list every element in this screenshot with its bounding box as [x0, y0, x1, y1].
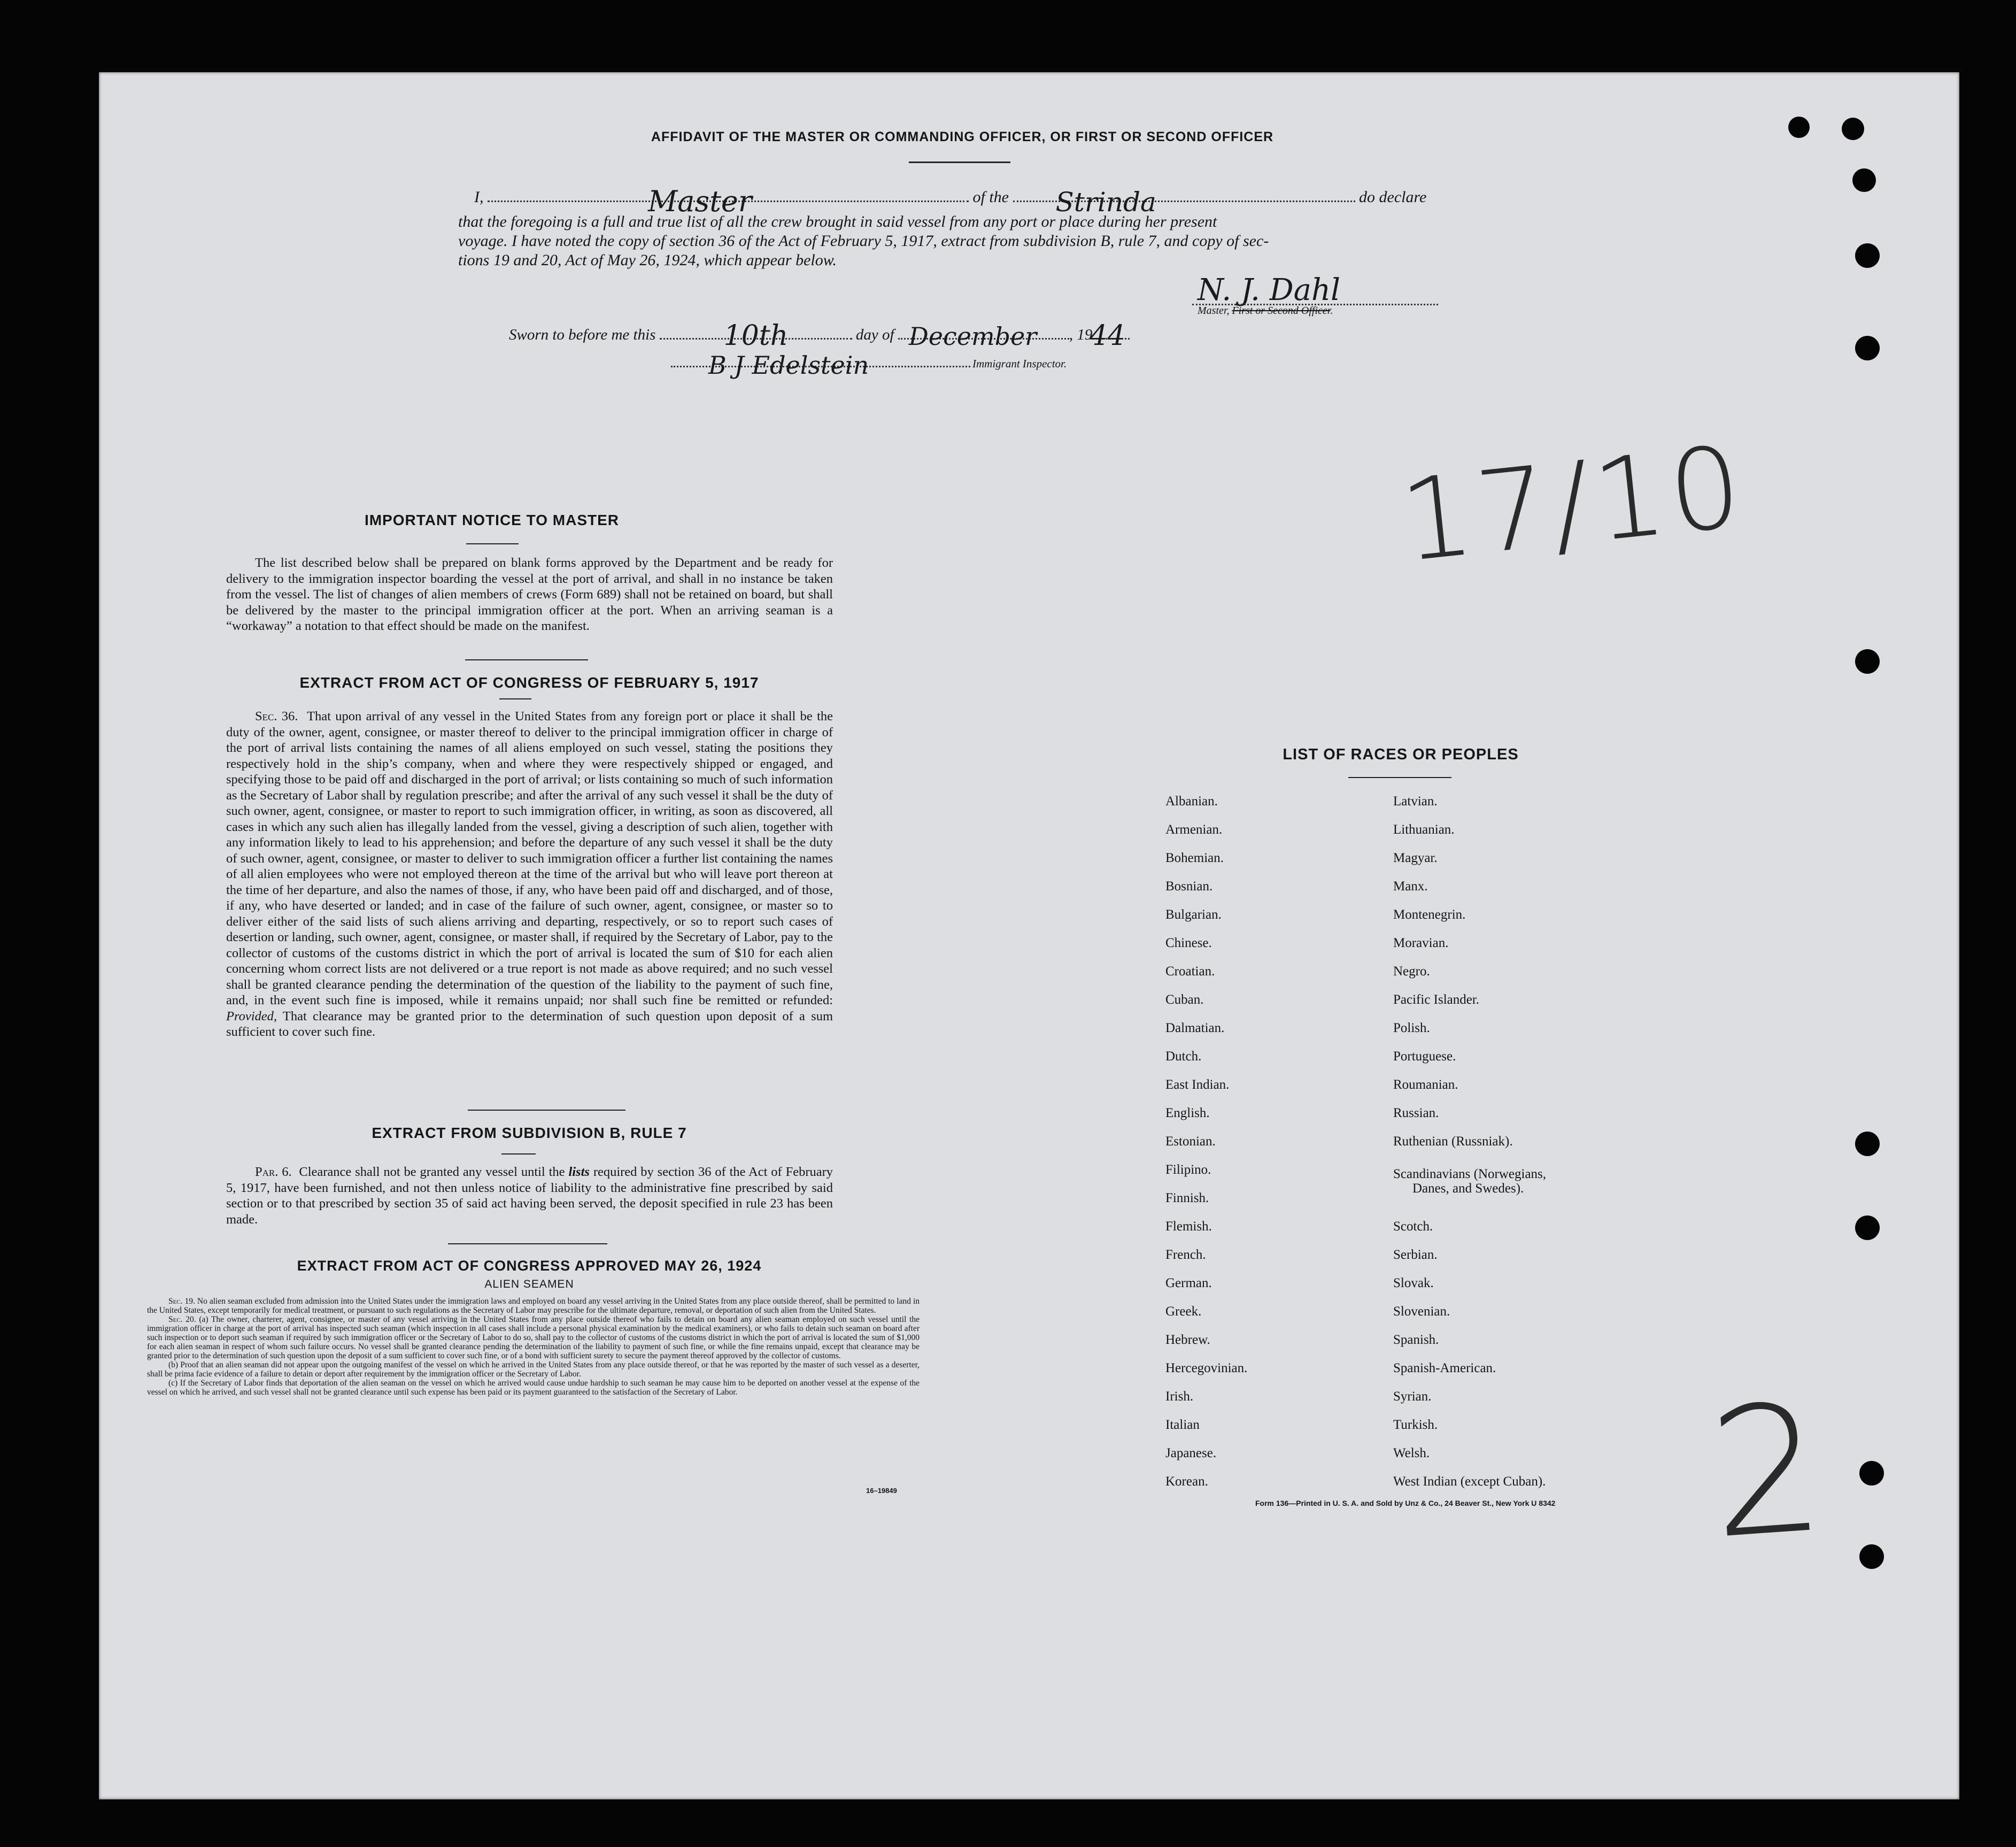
affidavit-line-2: that the foregoing is a full and true list of all the crew brought in said vessel from any port or place during her present: [458, 213, 1217, 230]
subdivision-b-text: Par. 6. Clearance shall not be granted any vessel until the lists required by section 36 of the Act of February 5, 1917, have been furnished, and not then unless notice of liability to the administrative fine prescribed by said section or to that prescribed by section 35 of said act having been served, the deposit specified in rule 23 has been made.: [226, 1165, 833, 1227]
race-item: Italian: [1165, 1418, 1200, 1432]
master-signature: N. J. Dahl: [1198, 273, 1340, 307]
race-item: Finnish.: [1165, 1191, 1209, 1205]
subdivision-b-title: EXTRACT FROM SUBDIVISION B, RULE 7: [372, 1125, 687, 1141]
race-item: Slovenian.: [1393, 1304, 1450, 1319]
race-item: Polish.: [1393, 1021, 1430, 1035]
race-item: Lithuanian.: [1393, 822, 1455, 837]
race-item: Portuguese.: [1393, 1049, 1456, 1064]
race-item-continued: Danes, and Swedes).: [1412, 1181, 1524, 1196]
of-the-label: of the: [972, 188, 1009, 206]
race-item: Bosnian.: [1165, 879, 1213, 894]
section-divider: [465, 659, 588, 660]
subdivision-b-rule: [501, 1153, 536, 1155]
vessel-field: [1013, 187, 1355, 218]
race-item: Hercegovinian.: [1165, 1361, 1248, 1375]
punch-hole: [1852, 168, 1876, 192]
notice-text: The list described below shall be prepared on blank forms approved by the Department and be ready for delivery to the immigration inspector boarding the vessel at the port of arrival, and shall in no instance be taken from the vessel. The list of changes of alien members of crews (Form 689) shall not be retained on board, but shall be delivered by the master to the principal immigration officer at the port. When an arriving seaman is a “workaway” a notation to that effect should be made on the manifest.: [226, 556, 833, 633]
race-item: Ruthenian (Russniak).: [1393, 1134, 1513, 1149]
race-item: West Indian (except Cuban).: [1393, 1474, 1546, 1489]
affidavit-line-4: tions 19 and 20, Act of May 26, 1924, which appear below.: [458, 251, 837, 269]
notice-title: IMPORTANT NOTICE TO MASTER: [364, 512, 620, 528]
punch-hole: [1842, 118, 1864, 140]
caption-struck: First or Second Officer: [1232, 305, 1331, 317]
day-field: [660, 320, 852, 352]
race-item: Moravian.: [1393, 936, 1449, 950]
affidavit-declaration-line: [474, 184, 1427, 218]
race-item: Turkish.: [1393, 1418, 1438, 1432]
race-item: East Indian.: [1165, 1078, 1230, 1092]
rank-handwritten: Master: [648, 184, 752, 218]
inspector-block: [671, 351, 1067, 380]
rank-field: [488, 184, 969, 218]
race-item: Hebrew.: [1165, 1333, 1210, 1347]
signature-caption: Master, First or Second Officer.: [1198, 305, 1333, 317]
race-item: Latvian.: [1393, 794, 1438, 809]
section-divider: [468, 1110, 625, 1111]
race-item: Serbian.: [1393, 1248, 1438, 1262]
races-title: LIST OF RACES OR PEOPLES: [1283, 746, 1519, 763]
race-item: Filipino.: [1165, 1163, 1211, 1177]
race-item: Welsh.: [1393, 1446, 1430, 1460]
races-rule: [1348, 777, 1451, 778]
notice-rule: [466, 543, 519, 544]
punch-hole: [1855, 649, 1880, 674]
page-number-annotation: 2: [1703, 1365, 1830, 1578]
day-of-label: day of: [855, 326, 894, 343]
punch-hole: [1855, 243, 1880, 268]
race-item: Manx.: [1393, 879, 1428, 894]
year-handwritten: 44: [1090, 320, 1125, 352]
race-item: Bohemian.: [1165, 851, 1224, 865]
race-item: German.: [1165, 1276, 1212, 1290]
month-field: [898, 322, 1069, 351]
race-item: Pacific Islander.: [1393, 992, 1480, 1007]
race-item: Magyar.: [1393, 851, 1438, 865]
race-item: Dalmatian.: [1165, 1021, 1225, 1035]
punch-hole: [1788, 117, 1810, 138]
punch-hole: [1859, 1544, 1884, 1569]
punch-hole: [1859, 1461, 1884, 1486]
race-item: Estonian.: [1165, 1134, 1216, 1149]
punch-hole: [1855, 336, 1880, 360]
sworn-line: Sworn to before me this 10th day of December , 19 44: [509, 326, 1130, 344]
act-1924-subtitle: ALIEN SEAMEN: [484, 1278, 574, 1290]
act-1917-rule: [499, 698, 531, 699]
race-item: Bulgarian.: [1165, 907, 1222, 922]
race-item: Cuban.: [1165, 992, 1204, 1007]
caption-master: Master,: [1198, 305, 1230, 317]
title-rule: [909, 161, 1010, 163]
race-item: Russian.: [1393, 1106, 1439, 1120]
race-item: Negro.: [1393, 964, 1430, 979]
race-item: Roumanian.: [1393, 1078, 1458, 1092]
vessel-handwritten: Strinda: [1055, 187, 1156, 218]
race-item: Scandinavians (Norwegians,: [1393, 1167, 1547, 1181]
inspector-field: [671, 351, 970, 380]
race-item: French.: [1165, 1248, 1206, 1262]
punch-hole: [1855, 1215, 1880, 1240]
inspector-signature: B J Edelstein: [708, 351, 869, 380]
crew-count-annotation: 17/10: [1394, 420, 1752, 588]
form-code: 16–19849: [866, 1487, 897, 1495]
race-item: Armenian.: [1165, 822, 1223, 837]
race-item: Croatian.: [1165, 964, 1215, 979]
inspector-caption: Immigrant Inspector.: [972, 357, 1067, 370]
race-item: Chinese.: [1165, 936, 1212, 950]
punch-hole: [1855, 1132, 1880, 1156]
sworn-label: Sworn to before me this: [509, 326, 656, 343]
affidavit-title: AFFIDAVIT OF THE MASTER OR COMMANDING OFFICER, OR FIRST OR SECOND OFFICER: [651, 129, 1274, 144]
race-item: Spanish-American.: [1393, 1361, 1496, 1375]
race-item: Japanese.: [1165, 1446, 1217, 1460]
race-item: Scotch.: [1393, 1219, 1433, 1234]
race-item: Korean.: [1165, 1474, 1208, 1489]
master-signature-block: [1192, 273, 1438, 326]
i-label: I,: [474, 188, 484, 206]
act-1924-text: Sec. 19. No alien seaman excluded from admission into the United States under the immigration laws and employed on board any vessel arriving in the United States from any place outside thereof, shall be permitted to land in the United States, except temporarily for medical treatment, or pursuant to such regulations as the Secretary of Labor may prescribe for the ultimate departure, removal, or deportation of such alien from the United States. Sec. 20. (a) The owner, charterer, agent, consignee, or master of any vessel arriving in the United States from any place outside thereof who fails to detain on board any alien seaman employed on such vessel until the immigration officer in charge at the port of arrival has inspected such seaman (which inspection in all cases shall include a personal physical examination by the medical examiners), or who fails to detain such seaman on board after such inspection or to deport such seaman if required by such immigration officer or the Secretary of Labor to do so, shall pay to the collector of customs of the customs district in which the port of arrival is located the sum of $1,000 for each alien seaman in respect of whom such failure occurs. No vessel shall be granted clearance pending the determination of the liability to payment of such fine, or while the fine remains unpaid, except that clearance may be granted prior to the determination of such question upon the deposit of a sum sufficient to cover such fine, or of a bond with sufficient surety to secure the payment thereof approved by the collector of customs. (b) Proof that an alien seaman did not appear upon the outgoing manifest of the vessel on which he arrived in the United States from any place outside thereof, or that he was reported by the master of such vessel as a deserter, shall be prima facie evidence of a failure to detain or deport after requirement by the immigration officer or the Secretary of Labor. (c) If the Secretary of Labor finds that deportation of the alien seaman on the vessel on which he arrived would cause undue hardship to such seaman he may cause him to be deported on another vessel at the expense of the vessel on which he arrived, and such vessel shall not be granted clearance until such expense has been paid or its payment guaranteed to the satisfaction of the Secretary of Labor.: [147, 1297, 920, 1397]
act-1924-title: EXTRACT FROM ACT OF CONGRESS APPROVED MAY 26, 1924: [297, 1258, 762, 1274]
section-divider: [448, 1243, 607, 1244]
act-1917-text: Sec. 36. That upon arrival of any vessel in the United States from any foreign port or place it shall be the duty of the owner, agent, consignee, or master thereof to deliver to the principal immigration officer in charge of the port of arrival lists containing the names of all aliens employed on such vessel, stating the positions they respectively hold in the ship’s company, when and where they were respectively shipped or engaged, and specifying those to be paid off and discharged in the port of arrival; or lists containing so much of such information as the Secretary of Labor shall by regulation prescribe; and after the arrival of any such vessel it shall be the duty of such owner, agent, consignee, or master to report to such immigration officer, in writing, as soon as discovered, all cases in which any such alien has illegally landed from the vessel, giving a description of such alien, together with any information likely to lead to his apprehension; and before the departure of any such vessel it shall be the duty of such owner, agent, consignee, or master to deliver to such immigration officer a further list containing the names of all alien employees who were not employed thereon at the time of the arrival but who will leave port thereon at the time of her departure, and also the names of those, if any, who have been paid off and discharged, and of those, if any, who have deserted or landed; and in case of the failure of such owner, agent, consignee, or master so to deliver either of the said lists of such aliens arriving and departing, respectively, or so to report such cases of desertion or landing, such owner, agent, consignee, or master shall, if required by the Secretary of Labor, pay to the collector of customs of the customs district in which the port of arrival is located the sum of $10 for each alien concerning whom correct lists are not delivered or a true report is not made as above required; and no such vessel shall be granted clearance pending the determination of the question of the liability to the payment of such fine, and, in the event such fine is imposed, while it remains unpaid; nor shall such fine be remitted or refunded: Provided, That clearance may be granted prior to the determination of such question upon deposit of a sum sufficient to cover such fine.: [226, 709, 833, 1039]
do-declare-label: do declare: [1359, 188, 1427, 206]
race-item: Greek.: [1165, 1304, 1202, 1319]
race-item: Dutch.: [1165, 1049, 1202, 1064]
race-item: Albanian.: [1165, 794, 1218, 809]
race-item: Spanish.: [1393, 1333, 1439, 1347]
race-item: Slovak.: [1393, 1276, 1434, 1290]
form-printing-note: Form 136—Printed in U. S. A. and Sold by Unz & Co., 24 Beaver St., New York U 8342: [1255, 1499, 1556, 1507]
race-item: Flemish.: [1165, 1219, 1212, 1234]
race-item: Syrian.: [1393, 1389, 1432, 1404]
month-handwritten: December: [908, 322, 1037, 351]
race-item: Montenegrin.: [1393, 907, 1466, 922]
race-item: English.: [1165, 1106, 1210, 1120]
act-1917-title: EXTRACT FROM ACT OF CONGRESS OF FEBRUARY 5, 1917: [299, 674, 759, 691]
affidavit-line-3: voyage. I have noted the copy of section 36 of the Act of February 5, 1917, extract from subdivision B, rule 7, and copy of sec-: [458, 232, 1269, 250]
day-handwritten: 10th: [723, 320, 789, 352]
year-field: [1090, 320, 1130, 352]
race-item: Irish.: [1165, 1389, 1194, 1404]
